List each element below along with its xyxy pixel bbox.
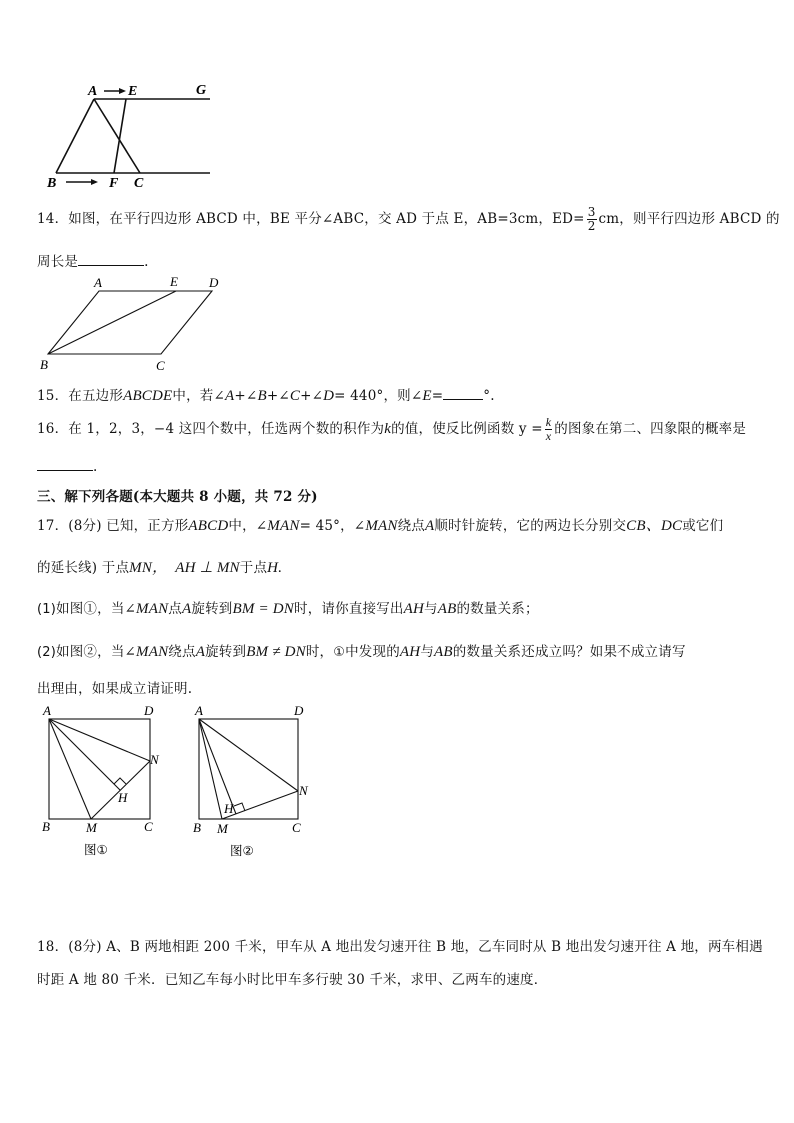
q17-p1-text-e: 旋转到 xyxy=(191,601,233,617)
q17-p2-a: A xyxy=(195,644,206,660)
label-g: G xyxy=(196,83,207,98)
q15-text-7: = xyxy=(431,388,444,404)
question-15 xyxy=(37,384,495,405)
q17-p1-text-i: 与 xyxy=(424,601,438,617)
q17-p2-ab: AB xyxy=(434,644,453,660)
q17-p2-ah: AH xyxy=(399,644,421,660)
label-f: F xyxy=(109,176,119,191)
caption: 图② xyxy=(230,843,254,858)
label-d: D xyxy=(209,275,219,290)
arrowhead-bf xyxy=(91,179,98,185)
fraction-k-over-x xyxy=(545,416,553,443)
segment-ac xyxy=(94,99,140,173)
fraction-denominator: x xyxy=(545,429,552,443)
q17-text-1a: 17．(8分) 已知，正方形 xyxy=(37,518,189,534)
segment-an xyxy=(199,719,298,791)
label-c: C xyxy=(156,358,165,373)
label-b: B xyxy=(42,819,50,834)
q17-p2-man: MAN xyxy=(136,644,169,660)
q17-p2-text-a: 如图②，当∠ xyxy=(56,644,137,660)
q15-angle-a: A xyxy=(225,388,235,404)
q17-text-1e: = 45°，∠ xyxy=(299,518,366,534)
question-17-line-1 xyxy=(37,514,723,535)
caption: 图① xyxy=(84,842,108,857)
question-16-line-2 xyxy=(37,458,98,475)
q17-text-1c: 中，∠ xyxy=(228,518,268,534)
q16-text-1: 16．在 1，2，3，−4 这四个数中，任选两个数的积作为 xyxy=(37,421,385,437)
q17-p2-text-e: 旋转到 xyxy=(205,644,247,660)
right-angle-mark xyxy=(114,778,126,784)
answer-blank-16[interactable] xyxy=(37,458,93,471)
q17-p1-text-g: 时，请你直接写出 xyxy=(294,601,404,617)
q16-text-3: 的图象在第二、四象限的概率是 xyxy=(554,421,747,437)
q15-text-1: 15．在五边形 xyxy=(37,388,124,404)
label-m: M xyxy=(86,820,97,835)
label-a: A xyxy=(94,275,102,290)
answer-blank-15[interactable] xyxy=(443,387,483,400)
fraction-numerator: k xyxy=(545,415,552,429)
fraction-3-over-2 xyxy=(587,206,597,233)
question-17-part-2 xyxy=(37,640,686,661)
q15-angle-c: C xyxy=(289,388,301,404)
q15-text-4: +∠ xyxy=(266,388,290,404)
question-18-line-1: 18．(8分) A、B 两地相距 200 千米，甲车从 A 地出发匀速开往 B 地，乙车同时从 B 地出发匀速开往 A 地，两车相遇 xyxy=(37,939,763,955)
q15-text-5: +∠ xyxy=(300,388,324,404)
q17-p2-text-g: 时， xyxy=(305,644,334,660)
q14-text-1: 14．如图，在平行四边形 ABCD 中，BE 平分∠ABC，交 AD 于点 E，AB=3cm，ED= xyxy=(37,211,585,227)
q15-text-2: 中，若∠ xyxy=(172,388,226,404)
question-17-part-2-line-2 xyxy=(37,677,192,697)
figure-q13 xyxy=(40,80,230,192)
label-c: C xyxy=(134,176,144,191)
q17-text-2a: 的延长线) 于点 xyxy=(37,560,130,576)
figure-q14-parallelogram xyxy=(36,272,236,374)
q17-p1-man: MAN xyxy=(136,601,169,617)
q15-text-6: = 440°，则∠ xyxy=(334,388,423,404)
q17-ah-perp-mn: AH ⊥ MN xyxy=(175,560,240,576)
q15-angle-b: B xyxy=(257,388,267,404)
segment-ah xyxy=(49,719,120,790)
q17-p1-text-k: 的数量关系； xyxy=(456,601,539,617)
label-b: B xyxy=(193,820,201,835)
q14-text-3: 周长是 xyxy=(37,254,79,270)
label-a: A xyxy=(195,703,203,718)
q16-k: k xyxy=(384,421,392,437)
q17-p1-text-a: 如图①，当∠ xyxy=(56,601,137,617)
arrowhead-ae xyxy=(119,88,126,94)
label-a: A xyxy=(88,84,98,99)
square-abcd xyxy=(199,719,298,819)
q17-p2-text-c: 绕点 xyxy=(168,644,196,660)
q17-point-a: A xyxy=(424,518,435,534)
fraction-denominator: 2 xyxy=(587,219,596,233)
q14-text-4: . xyxy=(144,254,149,270)
q17-p1-text-c: 点 xyxy=(168,601,182,617)
q17-p1-ah: AH xyxy=(403,601,425,617)
q17-abcd: ABCD xyxy=(188,518,229,534)
q17-text-1k: 或它们 xyxy=(682,518,724,534)
q17-p2-bm-ne-dn: BM ≠ DN xyxy=(246,644,306,660)
segment-be xyxy=(48,291,176,354)
label-d: D xyxy=(144,703,154,718)
label-n: N xyxy=(150,752,159,767)
question-17-line-2 xyxy=(37,556,282,577)
q15-angle-d: D xyxy=(323,388,335,404)
question-17-part-1 xyxy=(37,597,539,618)
part-2-number: (2) xyxy=(37,645,57,660)
figure-q17-1 xyxy=(38,702,168,862)
segment-ef xyxy=(114,99,126,173)
question-18-line-2: 时距 A 地 80 千米．已知乙车每小时比甲车多行驶 30 千米，求甲、乙两车的速度． xyxy=(37,972,548,988)
label-h: H xyxy=(224,801,234,816)
q17-p2-text-k: 与 xyxy=(420,644,435,660)
label-h: H xyxy=(118,790,128,805)
label-a: A xyxy=(43,703,51,718)
q17-point-h: H. xyxy=(267,560,283,576)
label-b: B xyxy=(47,176,57,191)
q17-p2-text-n: 出理由，如果成立请证明. xyxy=(37,681,193,697)
q15-angle-e: E xyxy=(422,388,432,404)
q15-text-8: °. xyxy=(483,388,495,404)
q17-text-2d: 于点 xyxy=(239,560,268,576)
label-e: E xyxy=(128,84,138,99)
segment-ab xyxy=(56,99,94,173)
question-14-line-1 xyxy=(37,206,780,233)
label-c: C xyxy=(144,819,153,834)
q17-p1-bm-dn: BM = DN xyxy=(232,601,295,617)
part-1-number: (1) xyxy=(37,602,57,617)
parallelogram-abcd xyxy=(48,291,212,354)
q17-text-1g: 绕点 xyxy=(397,518,425,534)
segment-mn xyxy=(222,791,298,819)
label-b: B xyxy=(40,357,48,372)
label-c: C xyxy=(292,820,301,835)
figure-q17-2 xyxy=(190,702,320,862)
q17-p2-text-i: 中发现的 xyxy=(345,644,400,660)
q17-man-2: MAN xyxy=(365,518,398,534)
fraction-numerator: 3 xyxy=(587,205,596,219)
label-n: N xyxy=(299,783,308,798)
label-d: D xyxy=(294,703,304,718)
q16-text-2: 的值，使反比例函数 y = xyxy=(391,421,543,437)
q17-man: MAN xyxy=(267,518,300,534)
q15-text-3: +∠ xyxy=(234,388,258,404)
question-14-line-2 xyxy=(37,250,149,270)
q17-p1-a: A xyxy=(182,601,192,617)
q17-text-1i: 顺时针旋转，它的两边长分别交 xyxy=(434,518,627,534)
section-heading-3: 三、解下列各题(本大题共 8 小题，共 72 分) xyxy=(37,489,318,505)
right-angle-mark xyxy=(234,803,245,811)
q17-cb-dc: CB、DC xyxy=(626,518,683,534)
q14-text-2: cm，则平行四边形 ABCD 的 xyxy=(598,211,780,227)
q17-p2-circled-1: ① xyxy=(333,645,346,660)
label-e: E xyxy=(170,274,178,289)
question-16-line-1 xyxy=(37,416,746,443)
q15-pentagon: ABCDE xyxy=(123,388,173,404)
q17-mn: MN， xyxy=(129,560,168,576)
label-m: M xyxy=(217,821,228,836)
q16-text-4: . xyxy=(93,459,98,475)
q17-p1-ab: AB xyxy=(437,601,457,617)
answer-blank-14[interactable] xyxy=(78,253,144,266)
q17-p2-text-m: 的数量关系还成立吗？如果不成立请写 xyxy=(452,644,686,660)
